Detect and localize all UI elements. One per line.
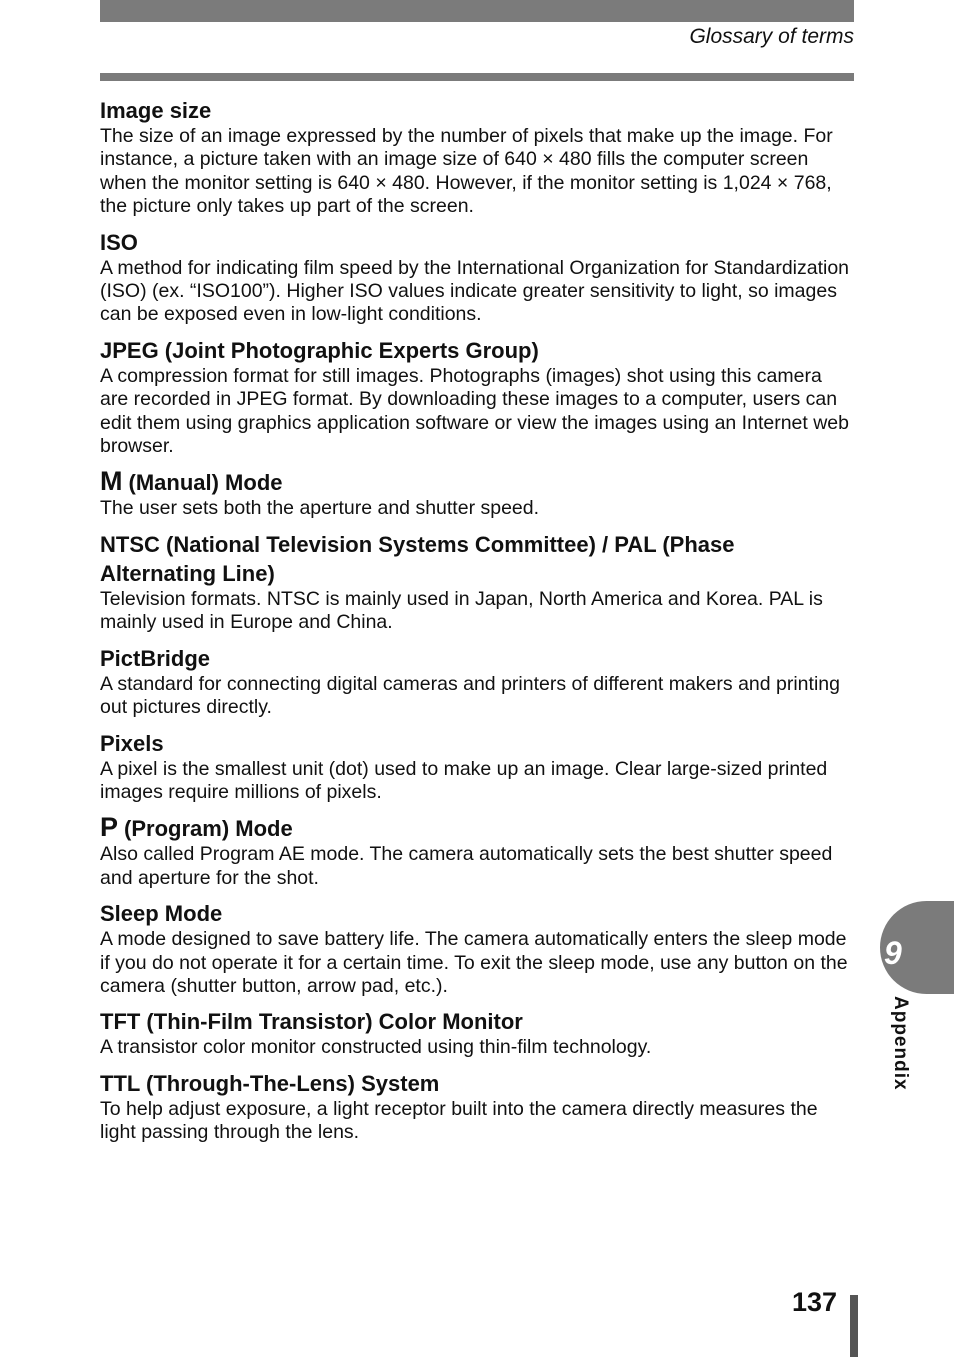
mode-letter-m: M: [100, 466, 123, 497]
page-bar: [850, 1295, 858, 1357]
section-title: Glossary of terms: [689, 25, 854, 48]
term-heading: ISO: [100, 229, 138, 255]
term-definition: A pixel is the smallest unit (dot) used to make up an image. Clear large-sized printed images require millions of pixels.: [100, 757, 828, 803]
term-definition: A transistor color monitor constructed using thin-film technology.: [100, 1036, 652, 1059]
mode-letter-p: P: [100, 812, 119, 843]
header-bar: [100, 0, 854, 22]
glossary-entry: [100, 1007, 854, 1059]
glossary-entry: [100, 1069, 854, 1145]
term-heading: TFT (Thin-Film Transistor) Color Monitor: [100, 1009, 523, 1035]
term-heading: TTL (Through-The-Lens) System: [100, 1070, 440, 1096]
term-definition: Also called Program AE mode. The camera automatically sets the best shutter speed and aperture for the shot.: [100, 843, 833, 889]
glossary-entry: [100, 644, 854, 720]
term-definition: The size of an image expressed by the number of pixels that make up the image. For instance, a picture taken with an image size of 640 × 480 fills the computer screen when the monitor setting is 640 × 480. However, if the monitor setting is 1,024 × 768, the picture only takes up part of the screen.: [100, 125, 833, 218]
term-definition: The user sets both the aperture and shutter speed.: [100, 497, 540, 520]
term-heading: Image size: [100, 98, 212, 123]
term-definition: A compression format for still images. Photographs (images) shot using this camera are recorded in JPEG format. By downloading these images to a computer, users can edit them using graphics application software or view the images using an Internet web browser.: [100, 364, 849, 458]
term-heading: M (Manual) Mode: [100, 466, 283, 497]
term-heading: NTSC (National Television Systems Committee) / PAL (Phase Alternating Line): [100, 531, 735, 586]
term-definition: To help adjust exposure, a light receptor built into the camera directly measures the light passing through the lens.: [100, 1097, 818, 1144]
glossary-entry: [100, 467, 854, 520]
term-heading: JPEG (Joint Photographic Experts Group): [100, 337, 539, 363]
term-definition: A standard for connecting digital cameras and printers of different makers and printing out pictures directly.: [100, 672, 840, 719]
term-heading: P (Program) Mode: [100, 812, 293, 843]
glossary-entry: [100, 530, 854, 635]
chapter-number: 9: [884, 935, 902, 971]
term-heading: Sleep Mode: [100, 901, 223, 927]
term-definition: Television formats. NTSC is mainly used in Japan, North America and Korea. PAL is mainly used in Europe and China.: [100, 587, 823, 634]
header-rule: [100, 73, 854, 81]
glossary-list: [100, 96, 854, 1154]
chapter-label: Appendix: [890, 996, 911, 1091]
term-definition: A mode designed to save battery life. The camera automatically enters the sleep mode if you do not operate it for a certain time. To exit the sleep mode, use any button on the camera (shutter button, arrow pad, etc.).: [100, 928, 848, 997]
glossary-entry: [100, 729, 854, 805]
page-number: 137: [791, 1287, 837, 1317]
glossary-entry: [100, 813, 854, 890]
glossary-entry: [100, 96, 854, 219]
glossary-entry: [100, 899, 854, 998]
glossary-entry: [100, 228, 854, 327]
term-definition: A method for indicating film speed by the International Organization for Standardization (ISO) (ex. “ISO100”). Higher ISO values indicate greater sensitivity to light, so images can be exposed even in low-light conditions.: [100, 256, 850, 326]
term-heading: Pixels: [100, 730, 164, 756]
term-heading: PictBridge: [100, 645, 211, 671]
glossary-entry: [100, 336, 854, 459]
